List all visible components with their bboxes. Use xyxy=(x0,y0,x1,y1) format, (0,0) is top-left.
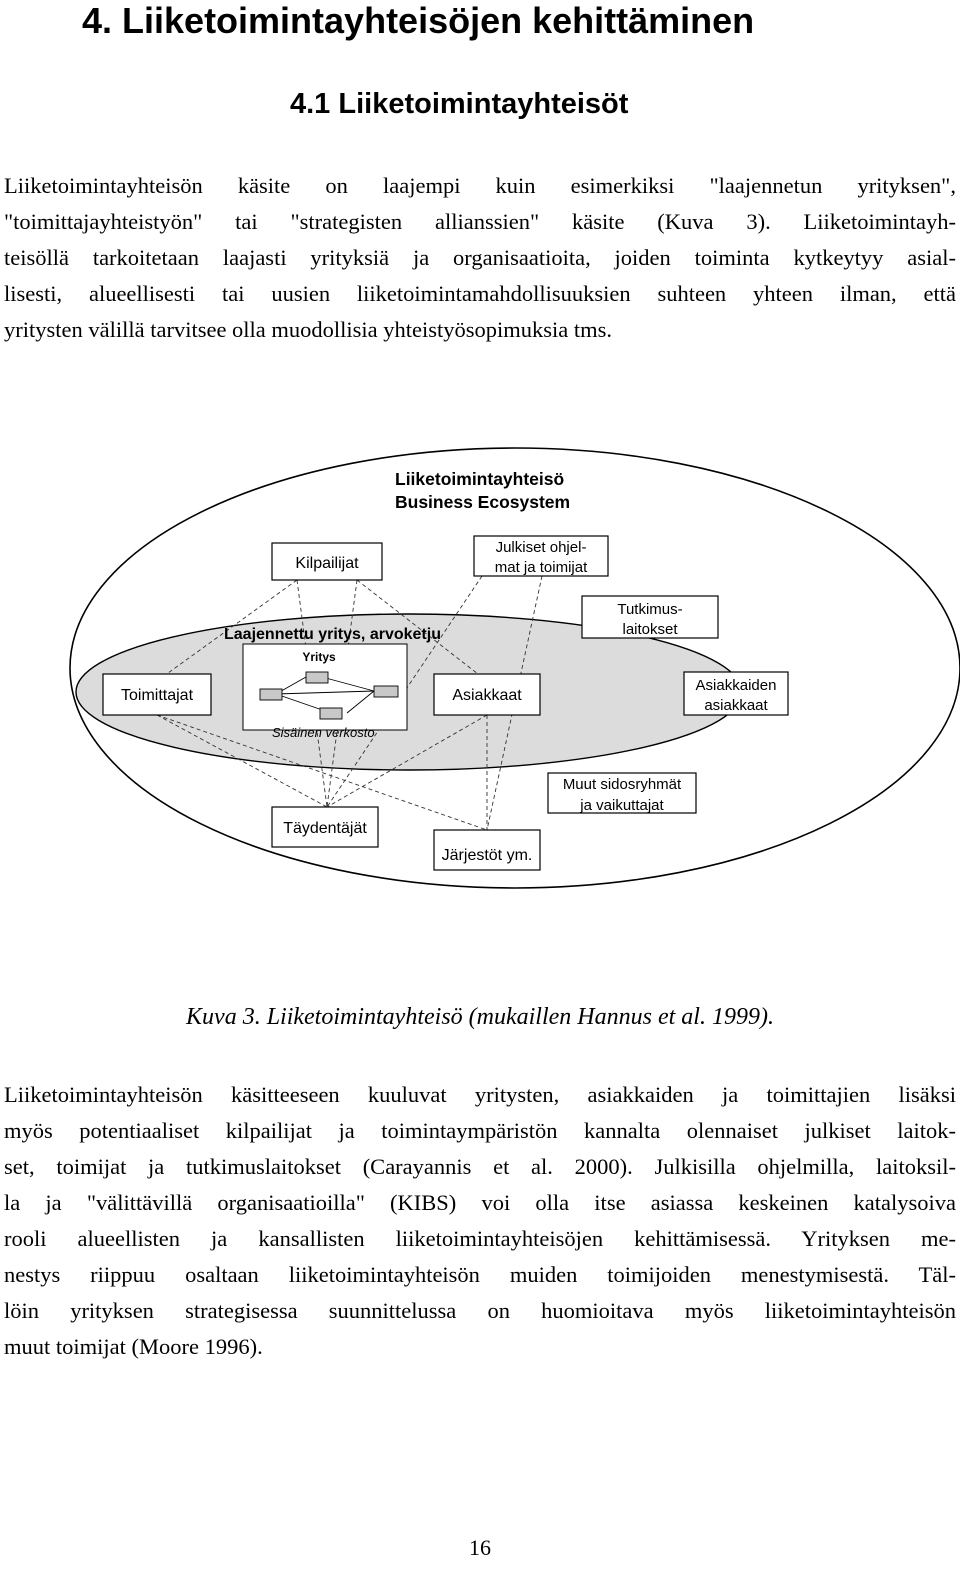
network-node xyxy=(374,686,398,697)
other-stakeholders-label-line1: Muut sidosryhmät xyxy=(562,776,682,793)
chapter-heading: 4. Liiketoimintayhteisöjen kehittäminen xyxy=(82,0,755,41)
public-programs-label-line1: Julkiset ohjel- xyxy=(495,539,587,556)
paragraph-line: myös potentiaaliset kilpailijat ja toimintaympäristön kannalta olennaiset julkiset laitok- xyxy=(4,1118,956,1143)
paragraph-line: Liiketoimintayhteisön käsite on laajempi kuin esimerkiksi "laajennetun yrityksen", xyxy=(4,173,956,198)
research-institutes-label-line2: laitokset xyxy=(622,621,678,638)
paragraph-line: lisesti, alueellisesti tai uusien liiketoimintamahdollisuuksien suhteen yhteen ilman, että xyxy=(4,281,956,306)
suppliers-label: Toimittajat xyxy=(120,687,194,704)
business-ecosystem-diagram xyxy=(0,440,960,890)
figure-caption: Kuva 3. Liiketoimintayhteisö (mukaillen Hannus et al. 1999). xyxy=(186,1004,774,1030)
internal-network-label: Sisäinen verkosto xyxy=(272,725,375,740)
intro-paragraph xyxy=(4,168,956,348)
paragraph-line: nestys riippuu osaltaan liiketoimintayhteisön muiden toimijoiden menestymisestä. Täl- xyxy=(4,1262,956,1287)
paragraph-line: set, toimijat ja tutkimuslaitokset (Carayannis et al. 2000). Julkisilla ohjelmilla, laitoksil- xyxy=(4,1154,956,1179)
network-node xyxy=(306,672,328,683)
customers-of-customers-label-line1: Asiakkaiden xyxy=(695,677,777,694)
extended-enterprise-label: Laajennettu yritys, arvoketju xyxy=(224,626,441,643)
paragraph-line: yritysten välillä tarvitsee olla muodollisia yhteistyösopimuksia tms. xyxy=(4,317,613,342)
other-stakeholders-label-line2: ja vaikuttajat xyxy=(580,797,664,814)
paragraph-line: teisöllä tarkoitetaan laajasti yrityksiä ja organisaatioita, joiden toiminta kytkeytyy asial- xyxy=(4,245,956,270)
paragraph-line: Liiketoimintayhteisön käsitteeseen kuuluvat yritysten, asiakkaiden ja toimittajien lisäksi xyxy=(4,1082,956,1107)
research-institutes-label-line1: Tutkimus- xyxy=(617,601,683,618)
customers-of-customers-label-line2: asiakkaat xyxy=(704,697,768,714)
diagram-subtitle: Business Ecosystem xyxy=(395,492,571,512)
diagram-title: Liiketoimintayhteisö xyxy=(395,469,565,489)
page-number: 16 xyxy=(469,1535,491,1560)
paragraph-line: muut toimijat (Moore 1996). xyxy=(4,1334,263,1359)
section-heading: 4.1 Liiketoimintayhteisöt xyxy=(290,88,629,120)
body-paragraph xyxy=(4,1077,956,1365)
network-node xyxy=(320,708,342,719)
paragraph-line: la ja "välittävillä organisaatioilla" (KIBS) voi olla itse asiassa keskeinen katalysoiva xyxy=(4,1190,956,1215)
competitors-label: Kilpailijat xyxy=(295,555,359,572)
paragraph-line: löin yrityksen strategisessa suunnittelussa on huomioitava myös liiketoimintayhteisön xyxy=(4,1298,956,1323)
paragraph-line: "toimittajayhteistyön" tai "strategisten allianssien" käsite (Kuva 3). Liiketoimintayh- xyxy=(4,209,956,234)
organizations-label: Järjestöt ym. xyxy=(441,847,533,864)
paragraph-line: rooli alueellisten ja kansallisten liiketoimintayhteisöjen kehittämisessä. Yrityksen me- xyxy=(4,1226,956,1251)
company-label: Yritys xyxy=(302,650,336,664)
network-node xyxy=(260,689,282,700)
public-programs-label-line2: mat ja toimijat xyxy=(494,559,588,576)
customers-label: Asiakkaat xyxy=(452,687,522,704)
complementors-label: Täydentäjät xyxy=(283,820,367,837)
